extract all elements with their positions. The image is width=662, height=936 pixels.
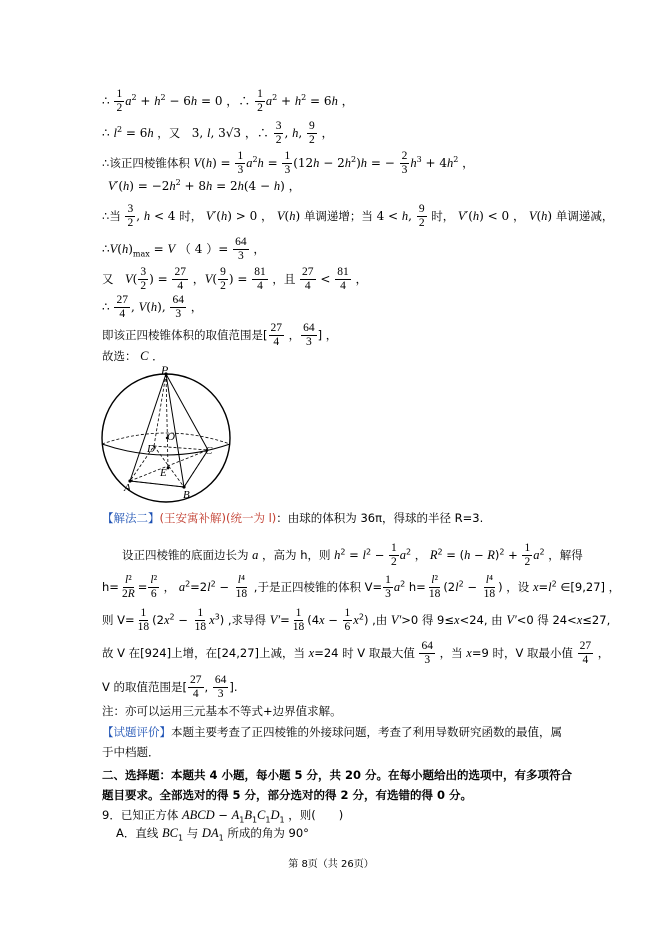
solution2-text1: ：由球的体积为 36π，得球的半径 R=3. [276,511,484,525]
section2-line-2: 题目要求。全部选对的得 5 分，部分选对的得 2 分，有选错的得 0 分。 [102,788,473,802]
solution2-p4: 故 V 在[924]上增，在[24,27]上减，当 x=24 时 V 取最大值 $\frac{64}{3}$ ，当 x=9 时，V 取最小值 $\frac{27}{4}$ ， [102,640,610,667]
label-P: P [161,364,169,377]
q9-option-a: A．直线 $BC_1$ 与 $DA_1$ 所成的角为 90° [116,826,309,843]
section2-line-1: 二、选择题：本题共 4 小题，每小题 5 分，共 20 分。在每小题给出的选项中，有多项符合 [102,768,573,782]
solution-line-2: ∴ $l^2 = 6h$ ，又 3, l, 3√3 ，∴ $\frac{3}{2}$ , h, $\frac{9}{2}$ ， [102,120,334,147]
solution2-p5: V 的取值范围是[ $\frac{27}{4}$ , $\frac{64}{3}$ ]. [102,674,238,701]
review-line-1 [102,727,562,739]
label-D: D [147,443,155,455]
solution-line-8: ∴ $\frac{27}{4}$ , V(h), $\frac{64}{3}$ ， [102,294,203,321]
solution2-p1: 设正四棱锥的底面边长为 a ，高为 h，则 $h^2 = l^2$ − $\frac{1}{2}$ $a^2$ ， $R^2 = (h - R)^2$ + $\frac{1}{2}$ $a^2$ ，解得 [122,542,583,569]
solution-line-1: ∴ $\frac{1}{2}$ $a^2 + h^2 - 6h = 0$ ，∴ $\frac{1}{2}$ $a^2 + h^2 = 6h$ ， [102,88,354,115]
review-text: 本题主要考查了正四棱锥的外接球问题，考查了利用导数研究函数的最值，属 [171,725,562,739]
label-A: A [124,482,131,494]
solution2-p2: h= $\frac{\text{l²}}{2R}$ = $\frac{\text{l²}}{6}$ ， $a^2=2l^2$ − $\frac{\text{l⁴}}{18}$ ,于是正四棱锥的体积 V= $\frac{1}{3}$ $a^2$ h= $\frac{\text{l²}}{18}$ ($2l^2$ − $\frac{\text{l⁴}}{18}$ ) ，设 $x=l^2$ ∈[9,27] ， [102,574,621,601]
sphere-pyramid-figure [98,364,238,504]
solution-line-4: $V'(h) = -2h^2 + 8h = 2h(4 - h)$ ， [108,178,301,193]
review-tag: 【试题评价】 [102,725,171,739]
label-O: O [167,431,175,443]
solution-line-7: 又 V( $\frac{3}{2}$ ) = $\frac{27}{4}$ ，V( $\frac{9}{2}$ ) = $\frac{81}{4}$ ，且 $\frac{27}{4}$ < $\frac{81}{4}$ ， [102,266,368,293]
solution2-header [102,513,483,525]
solution2-author: (王安寓补解)(统一为 l) [159,511,277,525]
solution-line-6: $\therefore V(h)_{max} = V$ （ 4 ）= $\frac{64}{3}$ ， [102,236,266,263]
solution2-p3: 则 V= $\frac{1}{18}$ ($2x^2$ − $\frac{1}{18}$ $x^3$) ,求导得 V′= $\frac{1}{18}$ (4x − $\frac{1}{6}$ $x^2$) ,由 V′>0 得 9≤x<24, 由 V′<0 得 24<x≤27, [102,607,611,634]
solution-line-3: ∴该正四棱锥体积 V(h) = $\frac{1}{3}$ $a^2h$ = $\frac{1}{3}$ $(12h - 2h^2)h$ = − $\frac{2}{3}$ $h^3 + 4h^2$ ， [102,150,475,177]
review-line-2: 于中档题． [102,745,160,759]
solution-line-9: 即该正四棱锥体积的取值范围是[ $\frac{27}{4}$ ， $\frac{64}{3}$ ] ， [102,322,338,349]
label-C: C [205,445,213,457]
label-E: E [160,467,167,479]
page-footer: 第 8页（共 26页） [288,859,374,870]
label-B: B [183,489,190,501]
q9-stem: 9．已知正方体 ABCD − $A_1B_1C_1D_1$ ，则( ) [102,808,344,825]
solution-line-5: ∴当 $\frac{3}{2}$ , h < 4 时， V′(h) > 0 ， V(h) 单调递增；当 4 < h, $\frac{9}{2}$ 时， V′(h) < 0 ， V(h) 单调递减， [102,203,614,230]
solution2-note: 注：亦可以运用三元基本不等式+边界值求解。 [102,704,342,718]
solution2-tag: 【解法二】 [102,511,160,525]
solution-line-10: 故选： C ． [102,349,164,363]
